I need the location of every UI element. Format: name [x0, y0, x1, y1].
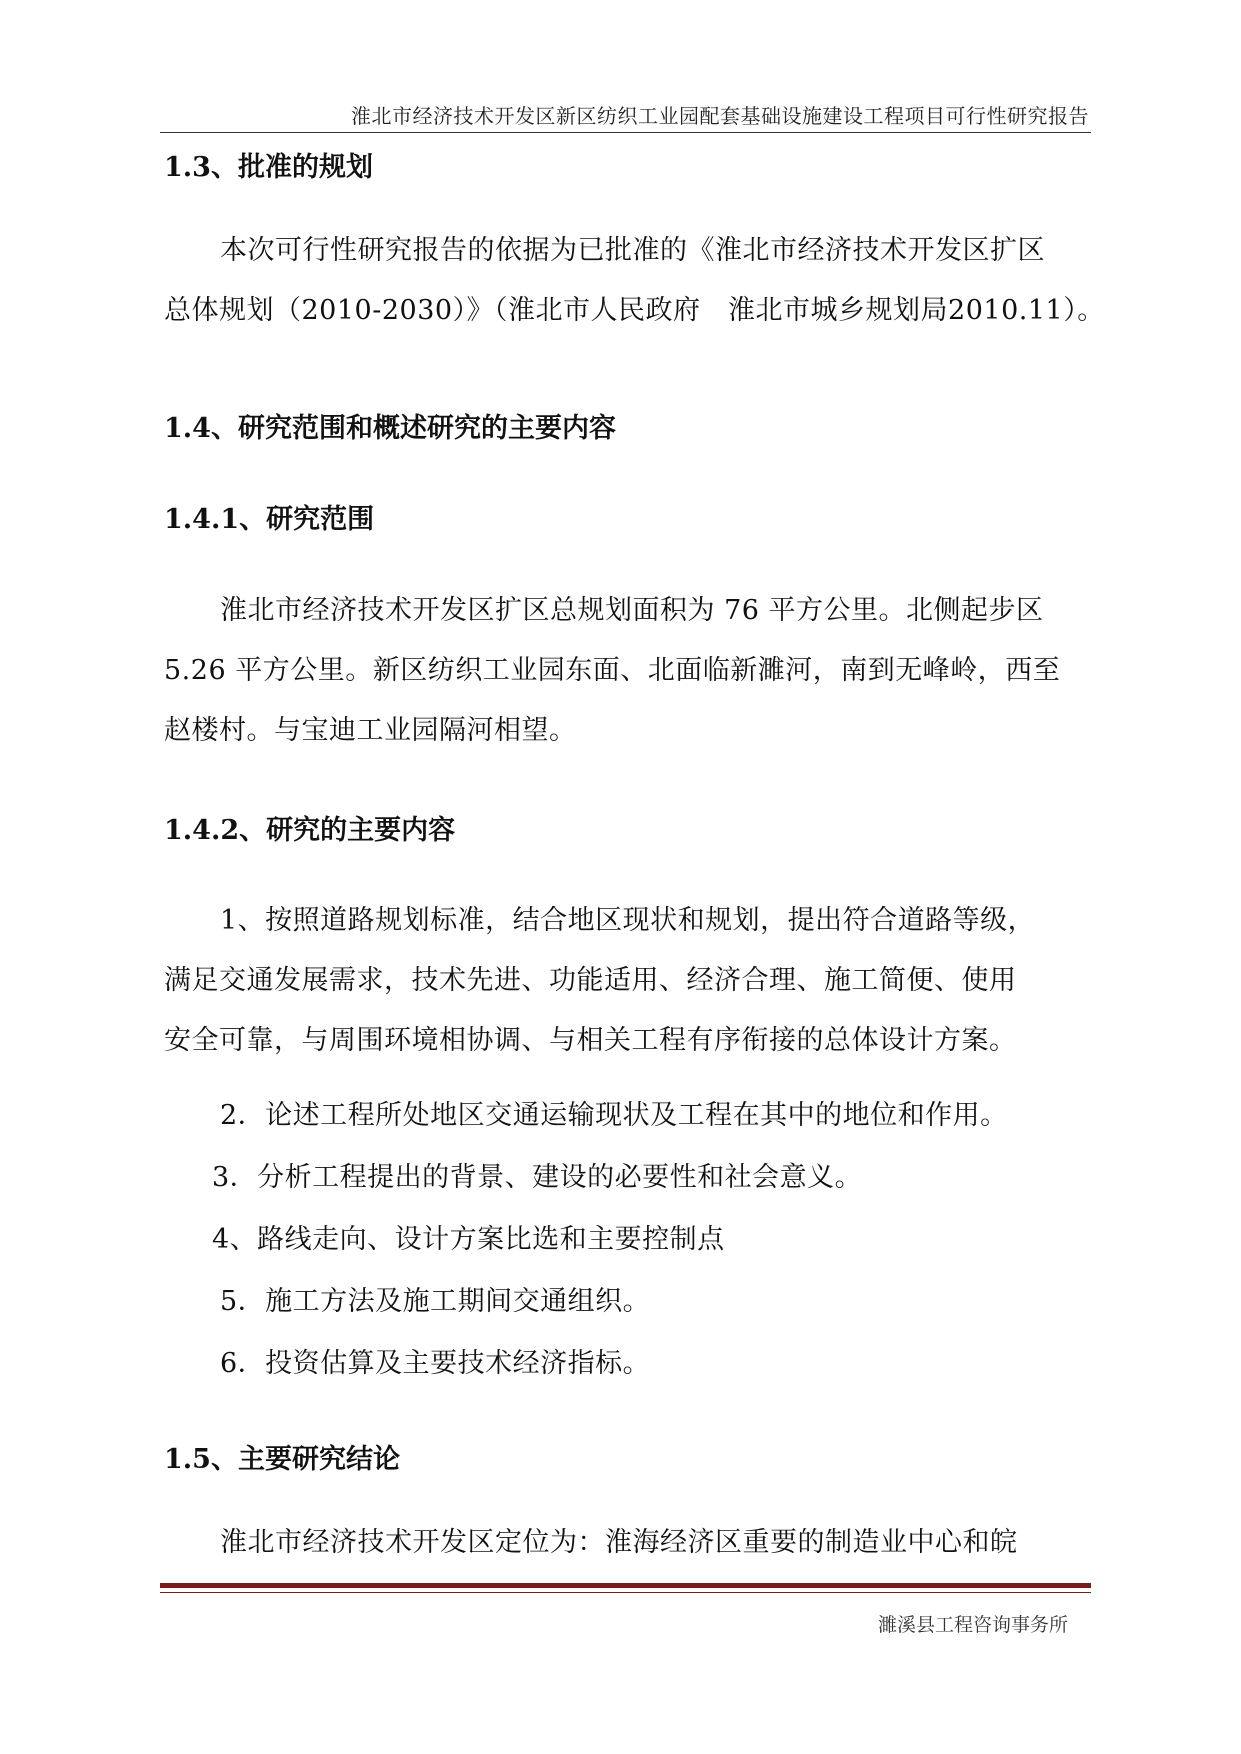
footer-org: 濉溪县工程咨询事务所 [877, 1614, 1068, 1636]
list-item: 3．分析工程提出的背景、建设的必要性和社会意义。 [212, 1162, 863, 1193]
footer-divider-thin [160, 1592, 1091, 1593]
section-heading: 1.4.2、研究的主要内容 [164, 815, 456, 846]
paragraph-line: 总体规划（2010-2030）》（淮北市人民政府 淮北市城乡规划局2010.11）。 [164, 295, 1105, 326]
paragraph-line: 1、按照道路规划标准，结合地区现状和规划，提出符合道路等级， [220, 905, 1036, 936]
header-title: 淮北市经济技术开发区新区纺织工业园配套基础设施建设工程项目可行性研究报告 [351, 104, 1089, 128]
list-item: 4、路线走向、设计方案比选和主要控制点 [212, 1224, 725, 1255]
footer-divider-thick [160, 1583, 1091, 1588]
paragraph-line: 淮北市经济技术开发区定位为：淮海经济区重要的制造业中心和皖 [220, 1527, 1018, 1558]
paragraph-line: 本次可行性研究报告的依据为已批准的《淮北市经济技术开发区扩区 [220, 235, 1045, 266]
paragraph-line: 淮北市经济技术开发区扩区总规划面积为 76 平方公里。北侧起步区 [220, 595, 1044, 626]
paragraph-line: 安全可靠，与周围环境相协调、与相关工程有序衔接的总体设计方案。 [164, 1025, 1017, 1056]
section-heading: 1.3、批准的规划 [164, 152, 373, 183]
section-heading: 1.5、主要研究结论 [164, 1444, 400, 1475]
section-heading: 1.4、研究范围和概述研究的主要内容 [164, 413, 616, 444]
paragraph-line: 5.26 平方公里。新区纺织工业园东面、北面临新濉河，南到无峰岭，西至 [164, 655, 1061, 686]
list-item: 2．论述工程所处地区交通运输现状及工程在其中的地位和作用。 [220, 1100, 1008, 1131]
list-item: 5．施工方法及施工期间交通组织。 [220, 1286, 651, 1317]
paragraph-line: 满足交通发展需求，技术先进、功能适用、经济合理、施工简便、使用 [164, 965, 1017, 996]
list-item: 6．投资估算及主要技术经济指标。 [220, 1348, 651, 1379]
paragraph-line: 赵楼村。与宝迪工业园隔河相望。 [164, 715, 577, 746]
header-divider [160, 132, 1091, 133]
section-heading: 1.4.1、研究范围 [164, 504, 375, 535]
